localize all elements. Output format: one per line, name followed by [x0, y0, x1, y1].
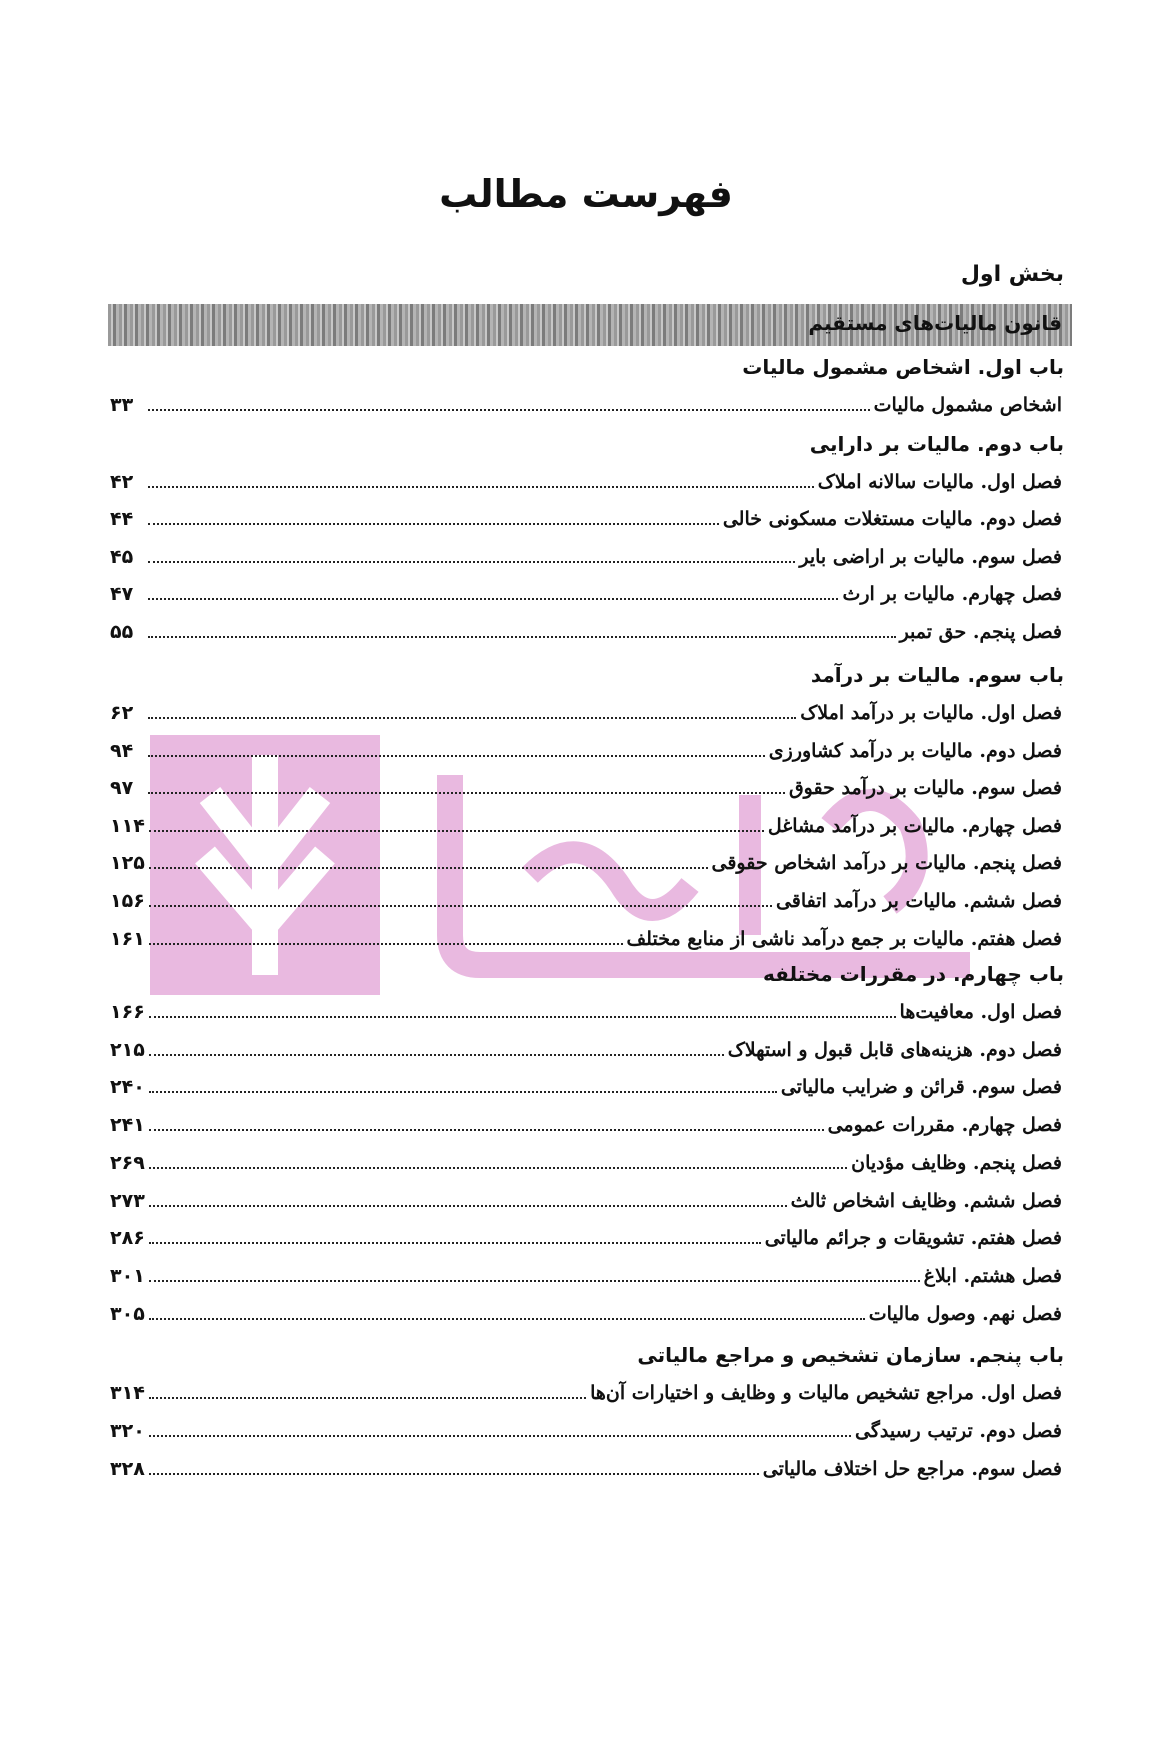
toc-entry-page: ۲۴۱ — [110, 1114, 145, 1137]
toc-entry[interactable] — [110, 925, 1062, 953]
toc-entry-page: ۱۱۴ — [110, 814, 145, 837]
toc-entry-label: فصل دوم. مالیات بر درآمد کشاورزی — [768, 739, 1062, 762]
toc-entry-page: ۴۵ — [110, 545, 134, 568]
dot-leader — [148, 468, 814, 488]
toc-entry-page: ۱۲۵ — [110, 852, 145, 875]
toc-entry-label: فصل پنجم. وظایف مؤدیان — [851, 1151, 1062, 1174]
dot-leader — [148, 699, 796, 719]
toc-entry-label: فصل اول. معافیت‌ها — [899, 1001, 1062, 1023]
dot-leader — [148, 543, 795, 563]
toc-entry-page: ۳۲۸ — [110, 1458, 145, 1480]
chapter-heading: باب سوم. مالیات بر درآمد — [810, 663, 1064, 687]
dot-leader — [148, 505, 719, 525]
toc-entry[interactable] — [110, 812, 1062, 840]
toc-entry[interactable] — [110, 1187, 1062, 1215]
toc-entry-page: ۹۷ — [110, 777, 134, 800]
toc-entry[interactable] — [110, 774, 1062, 802]
dot-leader — [149, 1036, 724, 1056]
toc-entry-label: فصل ششم. وظایف اشخاص ثالث — [790, 1189, 1062, 1212]
dot-leader — [149, 812, 764, 832]
toc-entry[interactable] — [110, 737, 1062, 765]
toc-entry-label: فصل اول. مالیات بر درآمد املاک — [800, 702, 1062, 724]
toc-entry[interactable] — [110, 699, 1062, 727]
toc-entry[interactable] — [110, 618, 1062, 646]
toc-entry[interactable] — [110, 849, 1062, 877]
toc-entry[interactable] — [110, 1417, 1062, 1445]
toc-entry[interactable] — [110, 543, 1062, 571]
toc-entry-page: ۳۱۴ — [110, 1382, 145, 1404]
dot-leader — [149, 925, 623, 945]
toc-entry-page: ۵۵ — [110, 620, 134, 643]
toc-entry-page: ۲۱۵ — [110, 1038, 145, 1061]
toc-entry-page: ۴۲ — [110, 471, 134, 493]
toc-entry-page: ۳۰۵ — [110, 1302, 145, 1325]
dot-leader — [149, 1149, 847, 1169]
dot-leader — [149, 1379, 586, 1399]
toc-entry[interactable] — [110, 998, 1062, 1026]
toc-entry-label: فصل چهارم. مالیات بر ارث — [842, 583, 1062, 606]
toc-entry-label: فصل چهارم. مقررات عمومی — [827, 1114, 1062, 1137]
toc-entry-page: ۳۰۱ — [110, 1264, 145, 1287]
dot-leader — [149, 849, 708, 869]
dot-leader — [148, 580, 838, 600]
toc-entry-label: فصل دوم. مالیات مستغلات مسکونی خالی — [722, 508, 1062, 531]
toc-entry-label: فصل چهارم. مالیات بر درآمد مشاغل — [767, 814, 1062, 837]
toc-entry-label: فصل سوم. مالیات بر اراضی بایر — [799, 545, 1062, 568]
toc-entry-label: فصل پنجم. مالیات بر درآمد اشخاص حقوقی — [711, 852, 1062, 875]
toc-entry-page: ۶۲ — [110, 702, 134, 724]
toc-entry-label: فصل پنجم. حق تمبر — [899, 620, 1062, 643]
toc-entry[interactable] — [110, 1036, 1062, 1064]
toc-entry[interactable] — [110, 1149, 1062, 1177]
toc-entry-page: ۹۴ — [110, 739, 134, 762]
toc-entry[interactable] — [110, 391, 1062, 419]
toc-entry[interactable] — [110, 1111, 1062, 1139]
toc-entry-page: ۱۶۶ — [110, 1001, 145, 1023]
section-banner — [108, 304, 1072, 346]
toc-entry-label: فصل هفتم. تشویقات و جرائم مالیاتی — [764, 1227, 1062, 1250]
toc-entry-page: ۲۴۰ — [110, 1076, 145, 1099]
toc-entry-label: فصل نهم. وصول مالیات — [868, 1302, 1062, 1325]
toc-entry[interactable] — [110, 1379, 1062, 1407]
chapter-heading: باب اول. اشخاص مشمول مالیات — [742, 355, 1064, 379]
toc-entry-page: ۴۴ — [110, 508, 134, 531]
dot-leader — [149, 1455, 759, 1475]
chapter-heading: باب دوم. مالیات بر دارایی — [809, 432, 1064, 456]
toc-entry[interactable] — [110, 1262, 1062, 1290]
toc-entry[interactable] — [110, 468, 1062, 496]
toc-entry-label: فصل دوم. هزینه‌های قابل قبول و استهلاک — [727, 1038, 1062, 1061]
toc-entry-label: فصل سوم. مالیات بر درآمد حقوق — [788, 777, 1062, 800]
dot-leader — [149, 1187, 787, 1207]
chapter-heading: باب پنجم. سازمان تشخیص و مراجع مالیاتی — [637, 1343, 1064, 1367]
dot-leader — [149, 887, 772, 907]
dot-leader — [149, 1224, 761, 1244]
page-title: فهرست مطالب — [439, 172, 733, 216]
toc-entry-label: فصل ششم. مالیات بر درآمد اتفاقی — [775, 890, 1062, 912]
toc-entry-page: ۳۲۰ — [110, 1420, 145, 1442]
toc-entry-label: فصل سوم. مراجع حل اختلاف مالیاتی — [762, 1458, 1062, 1480]
toc-entry-label: اشخاص مشمول مالیات — [873, 394, 1062, 416]
toc-entry-page: ۱۵۶ — [110, 890, 145, 912]
toc-entry-label: فصل سوم. قرائن و ضرایب مالیاتی — [780, 1076, 1062, 1099]
dot-leader — [149, 1111, 824, 1131]
toc-entry-label: فصل دوم. ترتیب رسیدگی — [855, 1420, 1062, 1442]
toc-entry-page: ۲۷۳ — [110, 1189, 145, 1212]
dot-leader — [149, 1073, 777, 1093]
dot-leader — [148, 391, 870, 411]
toc-entry-page: ۱۶۱ — [110, 927, 145, 950]
dot-leader — [148, 774, 785, 794]
toc-entry[interactable] — [110, 580, 1062, 608]
toc-entry[interactable] — [110, 1300, 1062, 1328]
part-heading: بخش اول — [960, 262, 1064, 287]
toc-entry[interactable] — [110, 887, 1062, 915]
section-banner-label: قانون مالیات‌های مستقیم — [808, 311, 1062, 335]
toc-entry[interactable] — [110, 1455, 1062, 1483]
toc-entry-label: فصل هشتم. ابلاغ — [923, 1264, 1062, 1287]
toc-entry-page: ۲۸۶ — [110, 1227, 145, 1250]
dot-leader — [149, 1417, 851, 1437]
dot-leader — [149, 1262, 920, 1282]
chapter-heading: باب چهارم. در مقررات مختلفه — [763, 962, 1064, 986]
toc-entry-label: فصل اول. مالیات سالانه املاک — [817, 471, 1062, 493]
toc-entry-label: فصل اول. مراجع تشخیص مالیات و وظایف و اختیارات آن‌ها — [590, 1382, 1062, 1404]
toc-entry-page: ۴۷ — [110, 583, 134, 606]
toc-entry-page: ۳۳ — [110, 394, 134, 416]
dot-leader — [149, 998, 896, 1018]
toc-entry-page: ۲۶۹ — [110, 1151, 145, 1174]
toc-entry[interactable] — [110, 1073, 1062, 1101]
dot-leader — [148, 737, 765, 757]
toc-entry[interactable] — [110, 1224, 1062, 1252]
toc-entry[interactable] — [110, 505, 1062, 533]
dot-leader — [148, 618, 896, 638]
dot-leader — [149, 1300, 865, 1320]
toc-entry-label: فصل هفتم. مالیات بر جمع درآمد ناشی از منابع مختلف — [626, 927, 1062, 950]
